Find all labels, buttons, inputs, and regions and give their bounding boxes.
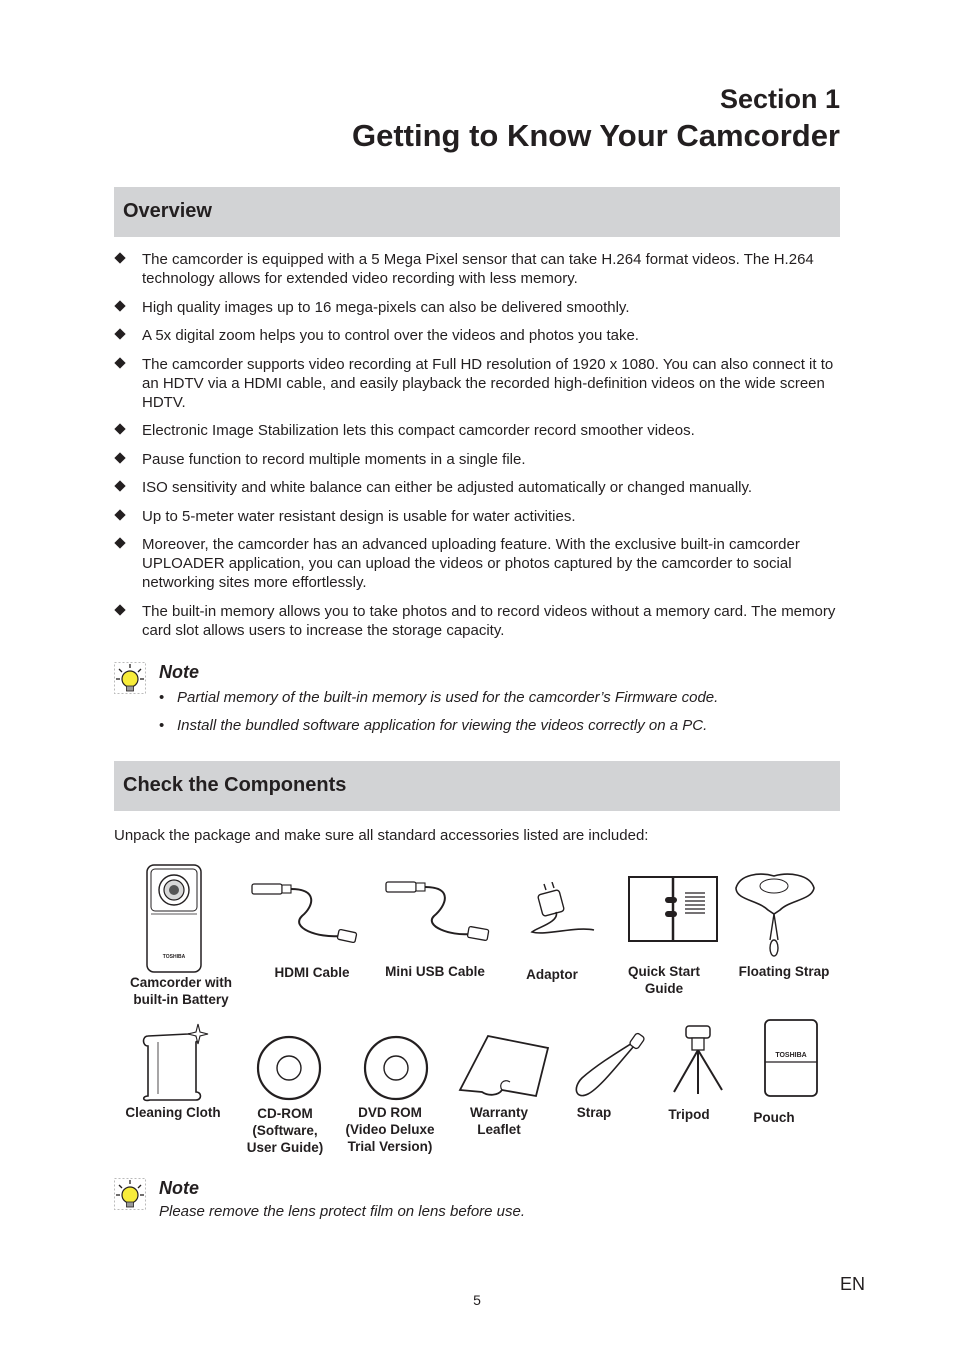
warranty-leaflet-label: Warranty Leaflet <box>469 1105 528 1137</box>
floating-strap-label: Floating Strap <box>738 964 830 979</box>
hdmi-cable-icon <box>248 876 364 950</box>
cd-rom-label: CD-ROM (Software, User Guide) <box>246 1106 324 1155</box>
dvd-rom-icon <box>362 1034 430 1102</box>
diamond-bullet-icon <box>114 300 125 311</box>
diamond-bullet-icon <box>114 480 125 491</box>
diamond-bullet-icon <box>114 509 125 520</box>
list-item: Pause function to record multiple moments in a single file. <box>114 450 840 469</box>
list-item: Moreover, the camcorder has an advanced uploading feature. With the exclusive built-in camcorder UPLOADER application, you can upload the videos or photos captured by the camcorder to social networking sites more effortlessly. <box>114 535 840 592</box>
page-number: 5 <box>473 1292 481 1308</box>
quick-start-guide-label: Quick Start Guide <box>627 964 701 996</box>
diamond-bullet-icon <box>114 452 125 463</box>
adaptor-icon <box>526 882 598 936</box>
diamond-bullet-icon <box>114 252 125 263</box>
cleaning-cloth-icon <box>138 1022 214 1102</box>
svg-text:TOSHIBA: TOSHIBA <box>775 1052 807 1059</box>
pouch-icon <box>762 1018 820 1098</box>
tripod-icon <box>668 1024 728 1096</box>
cd-rom-icon <box>255 1034 323 1102</box>
floating-strap-icon <box>730 870 818 960</box>
note-box <box>114 662 840 742</box>
list-item: The built-in memory allows you to take photos and to record videos without a memory card. The memory card slot allows users to increase the storage capacity. <box>114 602 840 640</box>
list-item: ISO sensitivity and white balance can either be adjusted automatically or changed manually. <box>114 478 840 497</box>
diamond-bullet-icon <box>114 423 125 434</box>
lightbulb-icon <box>114 1178 146 1210</box>
svg-text:TOSHIBA: TOSHIBA <box>162 954 186 960</box>
language-code: EN <box>840 1274 866 1294</box>
list-item: The camcorder is equipped with a 5 Mega Pixel sensor that can take H.264 format videos. The H.264 technology allows for extended video recording with less memory. <box>114 250 840 288</box>
note-list <box>159 688 718 744</box>
diamond-bullet-icon <box>114 604 125 615</box>
mini-usb-cable-icon <box>382 876 494 948</box>
adaptor-label: Adaptor <box>526 967 578 982</box>
camcorder-label: Camcorder with built-in Battery <box>129 975 233 1007</box>
list-item: • Install the bundled software application for viewing the videos correctly on a PC. <box>159 717 708 734</box>
lightbulb-icon <box>114 662 146 694</box>
diamond-bullet-icon <box>114 328 125 339</box>
hdmi-cable-label: HDMI Cable <box>274 965 350 980</box>
note-box <box>114 1178 840 1228</box>
list-item: The camcorder supports video recording at Full HD resolution of 1920 x 1080. You can also connect it to an HDTV via a HDMI cable, and easily playback the recorded high-definition videos on the wide screen HDTV. <box>114 355 840 412</box>
list-item: Up to 5-meter water resistant design is usable for water activities. <box>114 507 840 526</box>
components-intro: Unpack the package and make sure all standard accessories listed are included: <box>114 827 649 844</box>
strap-icon <box>570 1032 650 1100</box>
mini-usb-cable-label: Mini USB Cable <box>385 964 485 979</box>
components-heading: Check the Components <box>123 774 347 796</box>
cleaning-cloth-label: Cleaning Cloth <box>125 1105 221 1120</box>
dvd-rom-label: DVD ROM (Video Deluxe Trial Version) <box>345 1105 435 1154</box>
list-item: • Partial memory of the built-in memory is used for the camcorder’s Firmware code. <box>159 689 719 706</box>
diamond-bullet-icon <box>114 357 125 368</box>
list-item: A 5x digital zoom helps you to control over the videos and photos you take. <box>114 326 840 345</box>
note-text: Please remove the lens protect film on lens before use. <box>159 1203 526 1220</box>
overview-bullet-list <box>114 250 840 649</box>
pouch-label: Pouch <box>753 1110 795 1125</box>
warranty-leaflet-icon <box>458 1034 550 1098</box>
list-item: High quality images up to 16 mega-pixels can also be delivered smoothly. <box>114 298 840 317</box>
section-title: Getting to Know Your Camcorder <box>352 118 840 153</box>
note-label: Note <box>159 1178 199 1198</box>
list-item: Electronic Image Stabilization lets this compact camcorder record smoother videos. <box>114 421 840 440</box>
strap-label: Strap <box>576 1105 612 1120</box>
section-number: Section 1 <box>719 84 840 114</box>
diamond-bullet-icon <box>114 537 125 548</box>
note-label: Note <box>159 662 199 682</box>
quick-start-guide-icon <box>627 875 719 943</box>
section-header <box>352 82 840 156</box>
overview-heading-band <box>114 187 840 237</box>
overview-heading: Overview <box>123 200 212 222</box>
components-heading-band <box>114 761 840 811</box>
camcorder-icon <box>145 864 203 974</box>
tripod-label: Tripod <box>668 1107 710 1122</box>
